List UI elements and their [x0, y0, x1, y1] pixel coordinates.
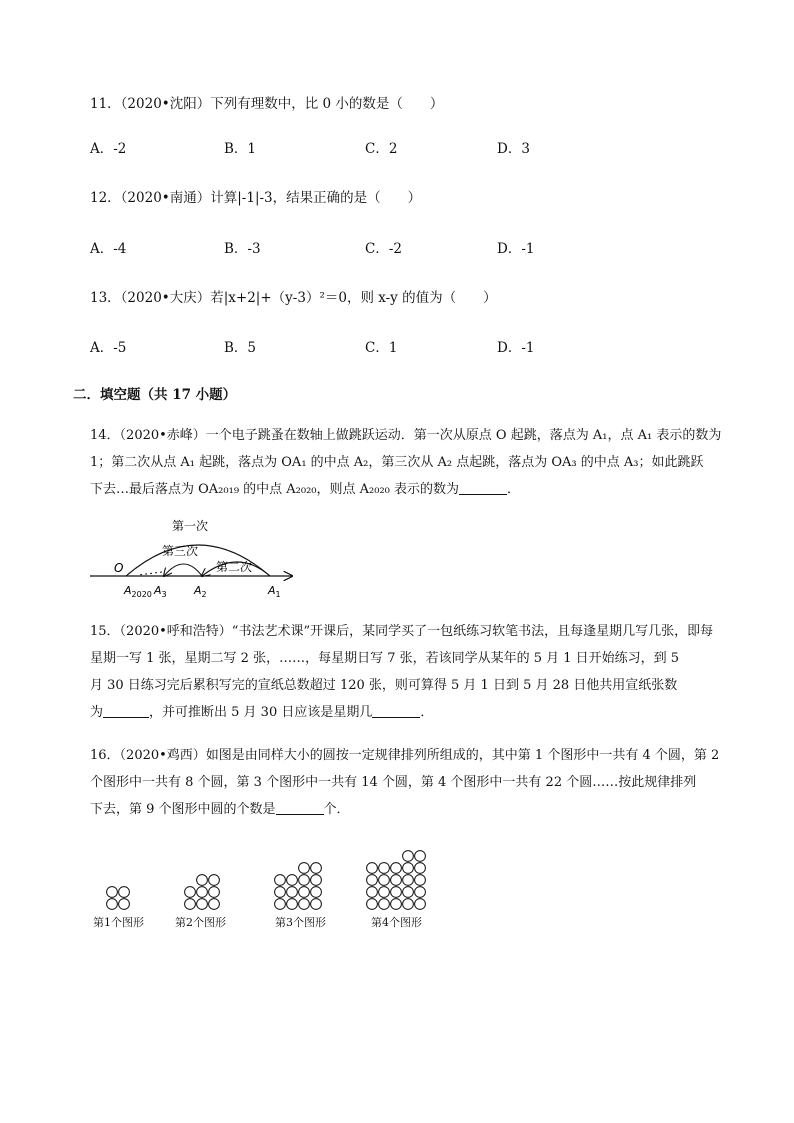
- figure-3-circle: [299, 887, 310, 898]
- figure-4-circle: [391, 875, 402, 886]
- q15-line-2: 星期一写 1 张，星期二写 2 张，……，每星期日写 7 张，若该同学从某年的 5 月 1 日开始练习，到 5: [90, 651, 680, 666]
- jump-continuation-dashes: [138, 572, 162, 575]
- label-origin-o: O: [114, 561, 124, 575]
- figure-4-circle: [379, 887, 390, 898]
- figure-4-circle: [367, 875, 378, 886]
- figure-3-circle: [275, 899, 286, 910]
- q15-line-4: [90, 703, 433, 723]
- q16-line-2: 个图形中一共有 8 个圆，第 3 个图形中一共有 14 个圆，第 4 个图形中一共有 22 个圆……按此规律排列: [90, 775, 697, 790]
- figure-4-circle: [403, 899, 414, 910]
- q14-line-3: [90, 480, 520, 500]
- q16-line-3-a: 下去，第 9 个图形中圆的个数是: [90, 802, 276, 817]
- q14-line-3-end: ．: [507, 482, 521, 497]
- figure-3-circle: [311, 863, 322, 874]
- q15-line-4-c: ．: [420, 705, 434, 720]
- q15-line-3: 月 30 日练习完后累积写完的宣纸总数超过 120 张，则可算得 5 月 1 日到 5 月 28 日他共用宣纸张数: [90, 678, 678, 693]
- q16-answer-blank[interactable]: [276, 814, 324, 815]
- figure-2-circle: [209, 875, 220, 886]
- q12-option-b[interactable]: B．-3: [224, 241, 261, 257]
- figure-4-circle: [415, 887, 426, 898]
- figure-3-caption: 第3个图形: [275, 916, 326, 929]
- figure-4-caption: 第4个图形: [371, 916, 422, 929]
- q15-line-4-a: 为: [90, 705, 104, 720]
- q12-option-d[interactable]: D．-1: [497, 241, 535, 257]
- q16-line-3: [90, 800, 350, 820]
- figure-3-circle: [287, 875, 298, 886]
- figure-2-circle: [185, 899, 196, 910]
- figure-1-caption: 第1个图形: [93, 916, 144, 929]
- label-a2: $A_2$: [194, 584, 207, 599]
- figure-4-circle: [403, 887, 414, 898]
- q11-option-a[interactable]: A．-2: [90, 141, 127, 157]
- figure-4-circle: [379, 899, 390, 910]
- figure-3-circle: [299, 899, 310, 910]
- label-a1: $A_1$: [268, 584, 281, 599]
- q15-line-1: 15．（2020•呼和浩特）“书法艺术课”开课后，某同学买了一包纸练习软笔书法，且每逢星期几写几张，即每: [90, 624, 714, 639]
- figure-1-circle: [119, 899, 130, 910]
- figure-3-circle: [275, 887, 286, 898]
- figure-1-circle: [119, 887, 130, 898]
- figure-3-circle: [311, 899, 322, 910]
- q14-line-2: 1；第二次从点 A₁ 起跳，落点为 OA₁ 的中点 A₂，第三次从 A₂ 点起跳，落点为 OA₃ 的中点 A₃；如此跳跃: [90, 455, 704, 470]
- figure-4-circle: [415, 875, 426, 886]
- figure-4-circle: [415, 863, 426, 874]
- q11-option-c[interactable]: C．2: [365, 141, 398, 157]
- figure-3-circle: [311, 887, 322, 898]
- figure-1-circle: [107, 887, 118, 898]
- figure-1-circle: [107, 899, 118, 910]
- figure-2-circle: [197, 899, 208, 910]
- q13-stem: 13．（2020•大庆）若|x+2|+（y-3）²＝0，则 x-y 的值为（ ）: [90, 290, 497, 306]
- jump-arc-third: [164, 564, 202, 576]
- label-first-jump: 第一次: [172, 519, 209, 533]
- figure-4-circle: [379, 863, 390, 874]
- figure-4-circle: [379, 875, 390, 886]
- q12-option-c[interactable]: C．-2: [365, 241, 402, 257]
- label-a3: $A_3$: [154, 584, 167, 599]
- figure-2-circle: [209, 887, 220, 898]
- q14-answer-blank[interactable]: [459, 494, 507, 495]
- figure-2-caption: 第2个图形: [175, 916, 226, 929]
- q11-stem: 11．（2020•沈阳）下列有理数中，比 0 小的数是（ ）: [90, 96, 444, 112]
- figure-4-circle: [367, 863, 378, 874]
- figure-4-circle: [415, 899, 426, 910]
- q14-number-line-figure: [88, 512, 300, 602]
- figure-4-circle: [367, 899, 378, 910]
- figure-4-circle: [403, 851, 414, 862]
- label-third-jump: 第三次: [162, 544, 199, 558]
- figure-3-circle: [311, 875, 322, 886]
- q12-stem: 12．（2020•南通）计算|-1|-3，结果正确的是（ ）: [90, 190, 422, 206]
- q13-option-a[interactable]: A．-5: [90, 340, 127, 356]
- q15-answer-blank-1[interactable]: [103, 717, 149, 718]
- q14-line-1: 14．（2020•赤峰）一个电子跳蚤在数轴上做跳跃运动．第一次从原点 O 起跳，落点为 A₁，点 A₁ 表示的数为: [90, 428, 722, 443]
- section-title: 二．填空题（共 17 小题）: [73, 387, 237, 403]
- label-a2020: $A_{2020}$: [124, 584, 152, 599]
- figure-4-circle: [403, 875, 414, 886]
- figure-3-circle: [299, 875, 310, 886]
- q16-line-1: 16．（2020•鸡西）如图是由同样大小的圆按一定规律排列所组成的，其中第 1 个图形中一共有 4 个圆，第 2: [90, 748, 720, 763]
- q11-option-d[interactable]: D．3: [497, 141, 530, 157]
- figure-3-circle: [287, 887, 298, 898]
- q14-line-3-text: 下去…最后落点为 OA₂₀₁₉ 的中点 A₂₀₂₀，则点 A₂₀₂₀ 表示的数为: [90, 482, 460, 497]
- q13-option-b[interactable]: B．5: [224, 340, 257, 356]
- figure-4-circle: [391, 899, 402, 910]
- figure-2-circle: [185, 887, 196, 898]
- figure-3-circle: [287, 899, 298, 910]
- figure-3-circle: [275, 875, 286, 886]
- q16-line-3-b: 个．: [323, 802, 350, 817]
- figure-2-circle: [209, 899, 220, 910]
- q11-option-b[interactable]: B．1: [224, 141, 257, 157]
- figure-4-circle: [391, 887, 402, 898]
- figure-4-circle: [391, 863, 402, 874]
- figure-2-circle: [197, 887, 208, 898]
- q13-option-d[interactable]: D．-1: [497, 340, 535, 356]
- q15-line-4-b: ，并可推断出 5 月 30 日应该是星期几: [149, 705, 373, 720]
- figure-4-circle: [415, 851, 426, 862]
- figure-3-circle: [299, 863, 310, 874]
- figure-4-circle: [403, 863, 414, 874]
- figure-4-circle: [367, 887, 378, 898]
- figure-2-circle: [197, 875, 208, 886]
- q13-option-c[interactable]: C．1: [365, 340, 398, 356]
- label-second-jump: 第二次: [216, 560, 253, 574]
- q12-option-a[interactable]: A．-4: [90, 241, 127, 257]
- q15-answer-blank-2[interactable]: [372, 717, 420, 718]
- q16-circle-figures: [0, 838, 794, 913]
